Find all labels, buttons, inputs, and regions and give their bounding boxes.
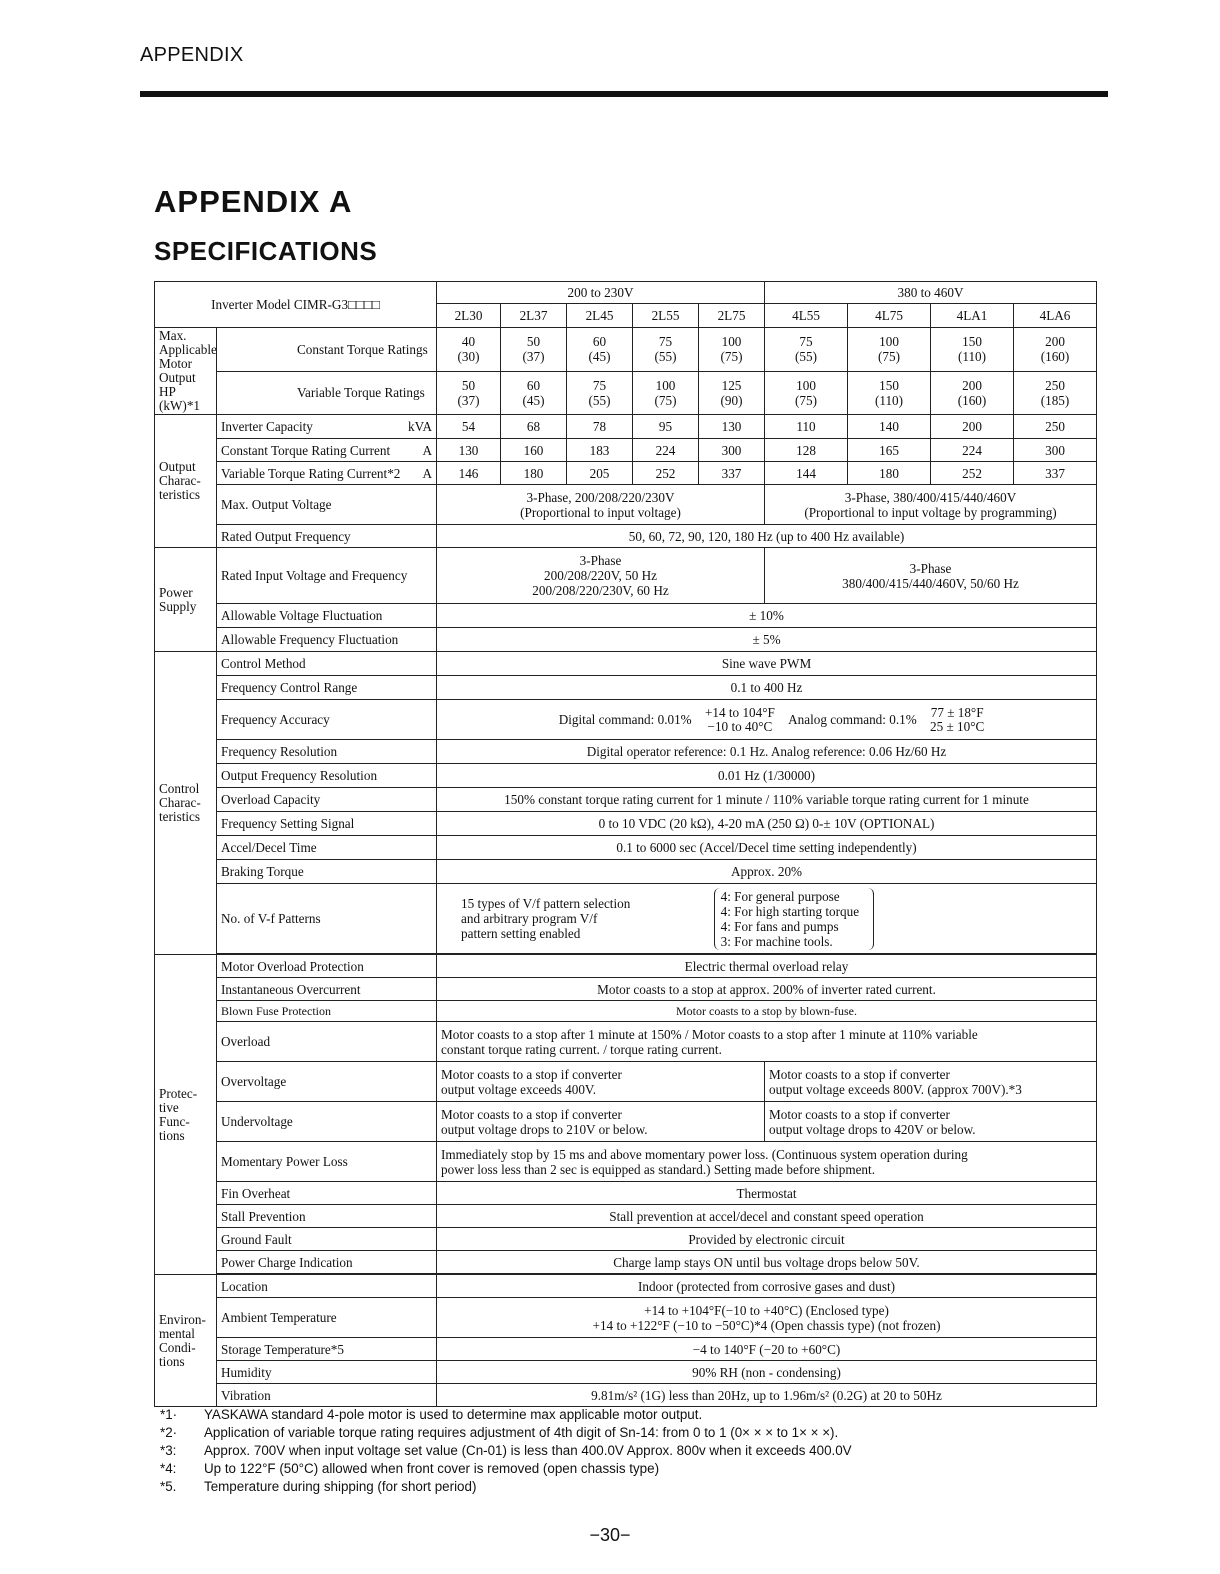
humidity: 90% RH (non - condensing) xyxy=(437,1361,1097,1384)
frequency-resolution-label: Frequency Resolution xyxy=(217,740,437,764)
vtr-cell: 144 xyxy=(765,462,848,485)
rated-input-voltage-400: 3-Phase 380/400/415/440/460V, 50/60 Hz xyxy=(765,548,1097,604)
undervoltage-label: Undervoltage xyxy=(217,1102,437,1142)
footnotes xyxy=(160,1406,852,1496)
frequency-control-range: 0.1 to 400 Hz xyxy=(437,676,1097,700)
ct-cell: 60 (45) xyxy=(567,328,633,372)
footnote xyxy=(160,1424,852,1442)
footnote-mark: *1· xyxy=(160,1407,178,1422)
output-group: Output Charac-teristics xyxy=(155,415,217,548)
vf-patterns-left: 15 types of V/f pattern selection and arbitrary program V/f pattern setting enabled xyxy=(461,896,631,941)
fa-digital-range: +14 to 104°F −10 to 40°C xyxy=(704,704,775,734)
control-method: Sine wave PWM xyxy=(437,652,1097,676)
ambient-temperature: +14 to +104°F(−10 to +40°C) (Enclosed type) +14 to +122°F (−10 to −50°C)*4 (Open chassis type) (not frozen) xyxy=(437,1298,1097,1338)
specifications-title: SPECIFICATIONS xyxy=(154,236,378,266)
frequency-accuracy-label: Frequency Accuracy xyxy=(217,700,437,740)
ctr-cell: 165 xyxy=(848,439,931,462)
footnote-text: Application of variable torque rating requires adjustment of 4th digit of Sn-14: from 0 to 1 (0× × × to 1× × ×). xyxy=(204,1425,839,1440)
cap-cell: 110 xyxy=(765,415,848,439)
vf-patterns-right: 4: For general purpose 4: For high starting torque 4: For fans and pumps 3: For machine tools. xyxy=(714,888,874,950)
accel-decel-time: 0.1 to 6000 sec (Accel/Decel time setting independently) xyxy=(437,836,1097,860)
ctr-cell: 300 xyxy=(699,439,765,462)
vtr-cell: 252 xyxy=(633,462,699,485)
location-label: Location xyxy=(217,1275,437,1298)
ctr-cell: 183 xyxy=(567,439,633,462)
model-cell: 4L75 xyxy=(848,304,931,328)
fa-analog: Analog command: 0.1% xyxy=(788,712,917,727)
undervoltage-400: Motor coasts to a stop if converter output voltage drops to 420V or below. xyxy=(765,1102,1097,1142)
fa-analog-range: 77 ± 18°F 25 ± 10°C xyxy=(930,704,985,734)
footnote-text: Temperature during shipping (for short period) xyxy=(204,1479,477,1494)
footnote-text: Up to 122°F (50°C) allowed when front cover is removed (open chassis type) xyxy=(204,1461,660,1476)
overvoltage-200: Motor coasts to a stop if converter output voltage exceeds 400V. xyxy=(437,1062,765,1102)
environmental-group: Environ-mental Condi-tions xyxy=(155,1275,217,1407)
footnote xyxy=(160,1478,852,1496)
vf-patterns-label: No. of V-f Patterns xyxy=(217,884,437,954)
overload: Motor coasts to a stop after 1 minute at 150% / Motor coasts to a stop after 1 minute at 110% variable constant torque rating current. / torque rating current. xyxy=(437,1022,1097,1062)
vt-cell: 50 (37) xyxy=(437,371,501,415)
footnote-text: Approx. 700V when input voltage set value (Cn-01) is less than 400.0V Approx. 800v when it exceeds 400.0V xyxy=(204,1443,852,1458)
model-cell: 4LA1 xyxy=(931,304,1014,328)
ctr-cell: 300 xyxy=(1014,439,1097,462)
ct-cell: 75 (55) xyxy=(765,328,848,372)
frequency-resolution: Digital operator reference: 0.1 Hz. Analog reference: 0.06 Hz/60 Hz xyxy=(437,740,1097,764)
cap-cell: 200 xyxy=(931,415,1014,439)
rated-output-frequency-label: Rated Output Frequency xyxy=(217,525,437,548)
power-supply-group: Power Supply xyxy=(155,548,217,652)
overload-capacity-label: Overload Capacity xyxy=(217,788,437,812)
footnote-mark: *3: xyxy=(160,1443,177,1458)
stall-prevention-label: Stall Prevention xyxy=(217,1205,437,1228)
header-rule xyxy=(140,91,1108,97)
blown-fuse-label: Blown Fuse Protection xyxy=(217,1001,437,1022)
footnote xyxy=(160,1460,852,1478)
ctr-cell: 130 xyxy=(437,439,501,462)
vibration-label: Vibration xyxy=(217,1384,437,1407)
undervoltage-200: Motor coasts to a stop if converter output voltage drops to 210V or below. xyxy=(437,1102,765,1142)
ctr-cell: 224 xyxy=(633,439,699,462)
cap-cell: 54 xyxy=(437,415,501,439)
stall-prevention: Stall prevention at accel/decel and constant speed operation xyxy=(437,1205,1097,1228)
cap-cell: 78 xyxy=(567,415,633,439)
frequency-control-range-label: Frequency Control Range xyxy=(217,676,437,700)
footnote-mark: *4: xyxy=(160,1461,177,1476)
ground-fault-label: Ground Fault xyxy=(217,1228,437,1251)
model-cell: 2L75 xyxy=(699,304,765,328)
ambient-temperature-label: Ambient Temperature xyxy=(217,1298,437,1338)
vtr-cell: 337 xyxy=(1014,462,1097,485)
footnote-text: YASKAWA standard 4-pole motor is used to determine max applicable motor output. xyxy=(204,1407,703,1422)
ct-row xyxy=(155,328,1097,372)
vt-current-unit: A xyxy=(422,465,432,481)
cap-cell: 130 xyxy=(699,415,765,439)
overload-label: Overload xyxy=(217,1022,437,1062)
vtr-cell: 180 xyxy=(848,462,931,485)
page-number: −30− xyxy=(589,1525,631,1545)
model-cell: 2L45 xyxy=(567,304,633,328)
output-frequency-resolution-label: Output Frequency Resolution xyxy=(217,764,437,788)
cap-cell: 140 xyxy=(848,415,931,439)
rated-input-voltage-200: 3-Phase 200/208/220V, 50 Hz 200/208/220/230V, 60 Hz xyxy=(437,548,765,604)
ct-cell: 100 (75) xyxy=(848,328,931,372)
storage-temperature-label: Storage Temperature*5 xyxy=(217,1338,437,1361)
rated-output-frequency: 50, 60, 72, 90, 120, 180 Hz (up to 400 Hz available) xyxy=(437,525,1097,548)
model-cell: 4L55 xyxy=(765,304,848,328)
momentary-power-loss: Immediately stop by 15 ms and above momentary power loss. (Continuous system operation during power loss less than 2 sec is equipped as standard.) Setting made before shipment. xyxy=(437,1142,1097,1182)
protective-group: Protec-tive Func-tions xyxy=(155,955,217,1275)
voltage-400-header: 380 to 460V xyxy=(765,282,1097,304)
model-cell: 2L30 xyxy=(437,304,501,328)
ct-cell: 75 (55) xyxy=(633,328,699,372)
ct-cell: 100 (75) xyxy=(699,328,765,372)
fin-overheat-label: Fin Overheat xyxy=(217,1182,437,1205)
location: Indoor (protected from corrosive gases and dust) xyxy=(437,1275,1097,1298)
motor-output-group: Max. Applicable Motor Output HP (kW)*1 xyxy=(155,328,217,415)
vibration: 9.81m/s² (1G) less than 20Hz, up to 1.96m/s² (0.2G) at 20 to 50Hz xyxy=(437,1384,1097,1407)
vt-label: Variable Torque Ratings xyxy=(217,371,437,415)
cap-cell: 68 xyxy=(501,415,567,439)
power-charge-indication: Charge lamp stays ON until bus voltage drops below 50V. xyxy=(437,1251,1097,1274)
ct-current-unit: A xyxy=(422,442,432,458)
blown-fuse: Motor coasts to a stop by blown-fuse. xyxy=(437,1001,1097,1022)
voltage-fluctuation: ± 10% xyxy=(437,604,1097,628)
model-label: Inverter Model CIMR-G3□□□□ xyxy=(155,282,437,328)
instantaneous-overcurrent: Motor coasts to a stop at approx. 200% of inverter rated current. xyxy=(437,978,1097,1001)
vtr-cell: 146 xyxy=(437,462,501,485)
vt-cell: 150 (110) xyxy=(848,371,931,415)
ct-cell: 200 (160) xyxy=(1014,328,1097,372)
capacity-row xyxy=(155,415,1097,439)
capacity-label: Inverter Capacity xyxy=(221,419,313,434)
cap-cell: 250 xyxy=(1014,415,1097,439)
overload-capacity: 150% constant torque rating current for 1 minute / 110% variable torque rating current for 1 minute xyxy=(437,788,1097,812)
max-output-voltage-200: 3-Phase, 200/208/220/230V (Proportional to input voltage) xyxy=(437,485,765,525)
vt-cell: 125 (90) xyxy=(699,371,765,415)
ct-cell: 50 (37) xyxy=(501,328,567,372)
vf-patterns xyxy=(437,884,1097,954)
vt-cell: 250 (185) xyxy=(1014,371,1097,415)
overvoltage-label: Overvoltage xyxy=(217,1062,437,1102)
frequency-fluctuation: ± 5% xyxy=(437,628,1097,652)
vtr-cell: 180 xyxy=(501,462,567,485)
voltage-fluctuation-label: Allowable Voltage Fluctuation xyxy=(217,604,437,628)
motor-overload: Electric thermal overload relay xyxy=(437,955,1097,978)
ctr-cell: 224 xyxy=(931,439,1014,462)
page-header-section: APPENDIX xyxy=(140,44,244,66)
frequency-setting-signal: 0 to 10 VDC (20 kΩ), 4-20 mA (250 Ω) 0-± 10V (OPTIONAL) xyxy=(437,812,1097,836)
frequency-fluctuation-label: Allowable Frequency Fluctuation xyxy=(217,628,437,652)
motor-overload-label: Motor Overload Protection xyxy=(217,955,437,978)
ct-cell: 40 (30) xyxy=(437,328,501,372)
capacity-unit: kVA xyxy=(408,419,432,434)
braking-torque-label: Braking Torque xyxy=(217,860,437,884)
vt-current-label: Variable Torque Rating Current*2 xyxy=(221,465,401,481)
humidity-label: Humidity xyxy=(217,1361,437,1384)
frequency-setting-signal-label: Frequency Setting Signal xyxy=(217,812,437,836)
ct-current-row xyxy=(155,439,1097,462)
vtr-cell: 205 xyxy=(567,462,633,485)
footnote-mark: *5. xyxy=(160,1479,177,1494)
ct-current-label: Constant Torque Rating Current xyxy=(221,442,391,458)
vtr-cell: 252 xyxy=(931,462,1014,485)
instantaneous-overcurrent-label: Instantaneous Overcurrent xyxy=(217,978,437,1001)
control-method-label: Control Method xyxy=(217,652,437,676)
model-cell: 2L55 xyxy=(633,304,699,328)
vt-cell: 100 (75) xyxy=(633,371,699,415)
braking-torque: Approx. 20% xyxy=(437,860,1097,884)
vt-cell: 75 (55) xyxy=(567,371,633,415)
ground-fault: Provided by electronic circuit xyxy=(437,1228,1097,1251)
accel-decel-time-label: Accel/Decel Time xyxy=(217,836,437,860)
storage-temperature: −4 to 140°F (−20 to +60°C) xyxy=(437,1338,1097,1361)
momentary-power-loss-label: Momentary Power Loss xyxy=(217,1142,437,1182)
vt-row xyxy=(155,371,1097,415)
max-output-voltage-400: 3-Phase, 380/400/415/440/460V (Proportional to input voltage by programming) xyxy=(765,485,1097,525)
ct-cell: 150 (110) xyxy=(931,328,1014,372)
fin-overheat: Thermostat xyxy=(437,1182,1097,1205)
vtr-cell: 337 xyxy=(699,462,765,485)
rated-input-voltage-label: Rated Input Voltage and Frequency xyxy=(217,548,437,604)
footnote xyxy=(160,1442,852,1460)
fa-digital: Digital command: 0.01% xyxy=(558,712,692,727)
vt-current-row xyxy=(155,462,1097,485)
model-cell: 4LA6 xyxy=(1014,304,1097,328)
control-group: Control Charac-teristics xyxy=(155,652,217,955)
ct-label: Constant Torque Ratings xyxy=(217,328,437,372)
voltage-200-header: 200 to 230V xyxy=(437,282,765,304)
vt-cell: 60 (45) xyxy=(501,371,567,415)
max-output-voltage-label: Max. Output Voltage xyxy=(217,485,437,525)
ctr-cell: 128 xyxy=(765,439,848,462)
vt-cell: 100 (75) xyxy=(765,371,848,415)
specifications-table xyxy=(154,281,1097,1407)
ctr-cell: 160 xyxy=(501,439,567,462)
frequency-accuracy xyxy=(437,700,1097,740)
model-cell: 2L37 xyxy=(501,304,567,328)
output-frequency-resolution: 0.01 Hz (1/30000) xyxy=(437,764,1097,788)
appendix-title: APPENDIX A xyxy=(154,184,353,219)
footnote-mark: *2· xyxy=(160,1425,178,1440)
vt-cell: 200 (160) xyxy=(931,371,1014,415)
footnote xyxy=(160,1406,852,1424)
overvoltage-400: Motor coasts to a stop if converter output voltage exceeds 800V. (approx 700V).*3 xyxy=(765,1062,1097,1102)
cap-cell: 95 xyxy=(633,415,699,439)
power-charge-indication-label: Power Charge Indication xyxy=(217,1251,437,1274)
